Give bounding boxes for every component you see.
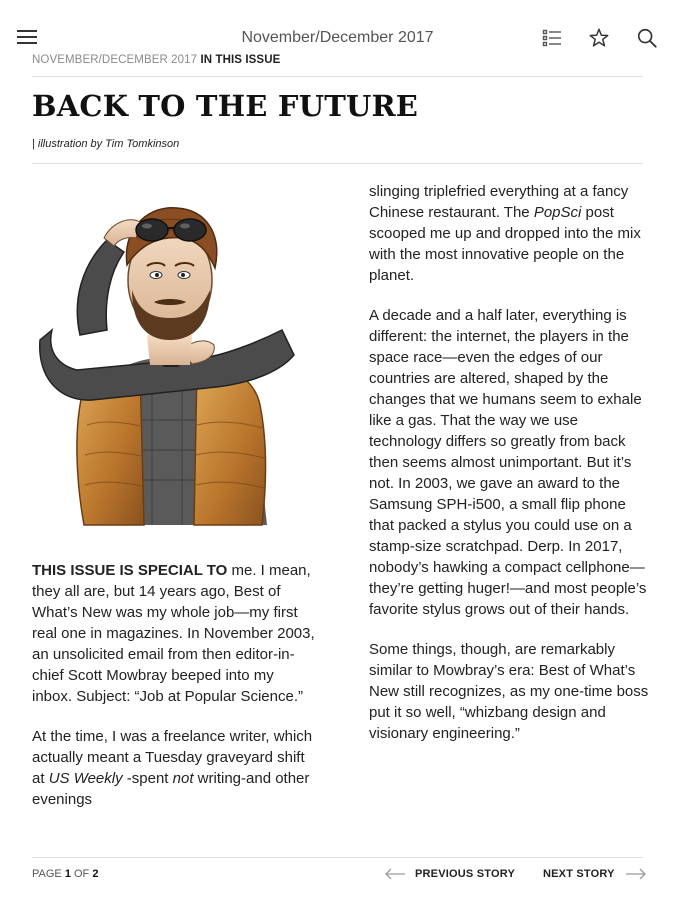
table-of-contents-button[interactable] <box>542 28 562 48</box>
arrow-left-icon <box>384 868 406 880</box>
man-with-sunglasses-illustration <box>32 180 302 540</box>
breadcrumb-issue-link[interactable]: NOVEMBER/DECEMBER 2017 <box>32 54 198 66</box>
page-indicator: PAGE 1 OF 2 <box>32 868 99 880</box>
star-icon <box>588 27 610 49</box>
article-footer <box>0 858 675 900</box>
breadcrumb <box>32 54 280 66</box>
paragraph: At the time, I was a freelance writer, which actually meant a Tuesday graveyard shift at US Weekly -spent not writing-and other evenings <box>32 728 313 808</box>
next-story-label: NEXT STORY <box>543 868 615 880</box>
divider <box>32 76 643 77</box>
article-column-1 <box>32 560 317 829</box>
paragraph: Some things, though, are remarkably similar to Mowbray’s era: Best of What’s New still recognizes, as my one-time boss put it so well, “whizbang design and visionary engineering.” <box>369 641 649 742</box>
lead-in: THIS ISSUE IS SPECIAL TO <box>32 562 228 579</box>
article-title: BACK TO THE FUTURE <box>32 89 419 123</box>
previous-story-button[interactable] <box>384 864 515 884</box>
previous-story-label: PREVIOUS STORY <box>415 868 515 880</box>
article-illustration <box>32 180 302 540</box>
toc-list-icon <box>542 28 562 48</box>
issue-title: November/December 2017 <box>241 29 434 46</box>
paragraph: slinging triplefried everything at a fancy Chinese restaurant. The PopSci post scooped me up and dropped into the mix with the most innovative people on the planet. <box>369 183 641 284</box>
arrow-right-icon <box>625 868 647 880</box>
next-story-button[interactable] <box>543 864 647 884</box>
paragraph: THIS ISSUE IS SPECIAL TO me. I mean, they all are, but 14 years ago, Best of What’s New was my whole job—my first real one in magazines. In November 2003, an unsolicited email from then editor-in-chief Scott Mowbray beeped into my inbox. Subject: “Job at Popular Science.” <box>32 562 315 705</box>
illustration-credit: | illustration by Tim Tomkinson <box>32 138 180 150</box>
top-app-bar <box>0 0 675 50</box>
search-button[interactable] <box>636 27 658 49</box>
search-icon <box>636 27 658 49</box>
paragraph: A decade and a half later, everything is different: the internet, the players in the space race—even the edges of our countries are altered, shaped by the changes that we humans seem to exhale like a gas. That the way we use technology differs so greatly from back then seems almost unimportant. But it’s not. In 2003, we gave an award to the Samsung SPH-i500, a small flip phone that packed a stylus you could use on a stamp-size scratchpad. Derp. In 2017, nobody’s hawking a compact cellphone—they’re getting huger!—and most people’s favorite stylus grows out of their hands. <box>369 307 647 618</box>
article-column-2 <box>369 181 654 763</box>
breadcrumb-section: IN THIS ISSUE <box>200 54 281 66</box>
bookmark-star-button[interactable] <box>588 27 610 49</box>
divider <box>32 163 643 164</box>
